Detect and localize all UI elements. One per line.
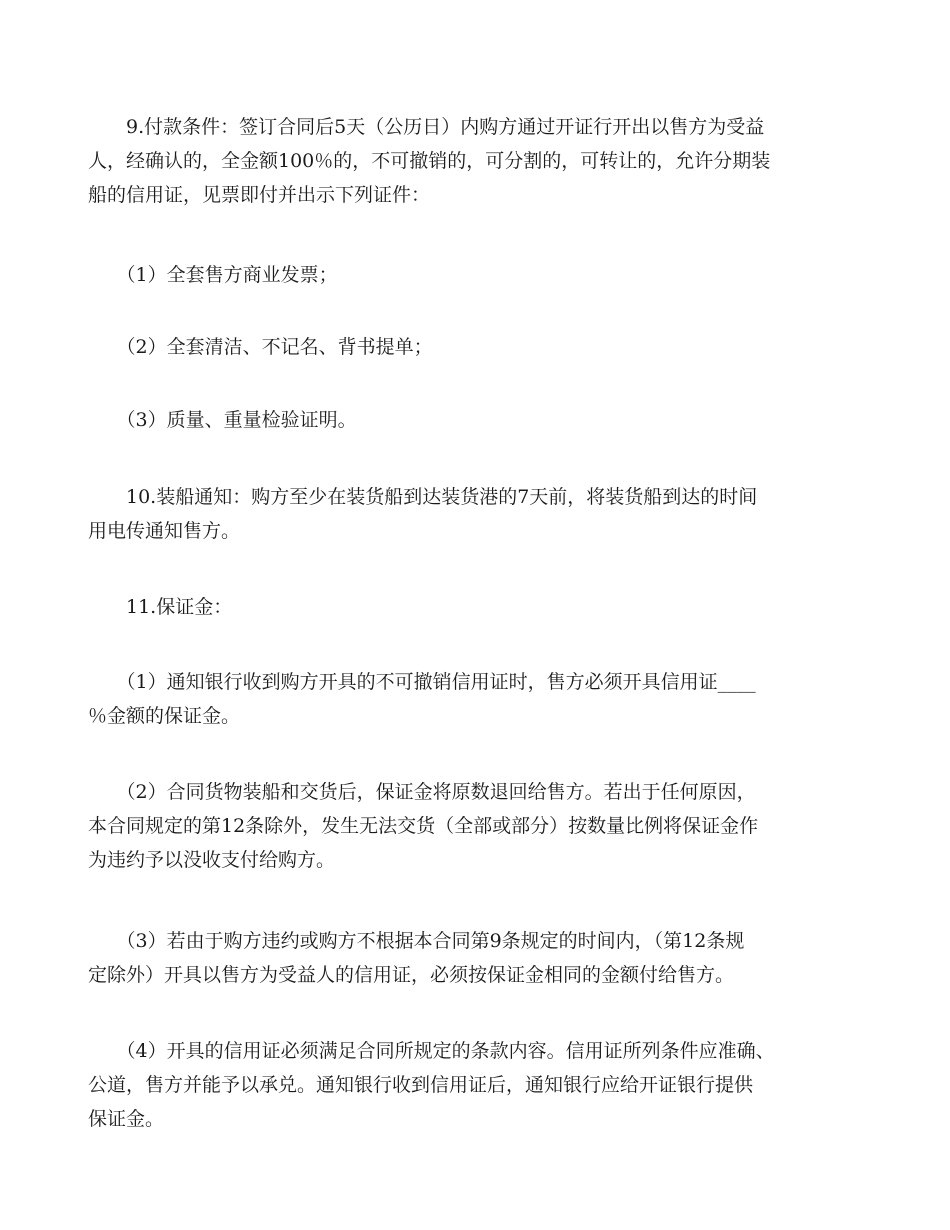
text-line: 用电传通知售方。 — [88, 520, 241, 542]
text-line: 船的信用证，见票即付并出示下列证件： — [88, 184, 431, 206]
text-line: 保证金。 — [88, 1108, 165, 1130]
clause-11-item-4 — [88, 1034, 868, 1136]
clause-9-item-1 — [88, 258, 868, 292]
text-line: （2）合同货物装船和交货后，保证金将原数退回给售方。若出于任何原因， — [88, 781, 756, 803]
clause-9-item-3 — [88, 403, 868, 437]
text-line: ％金额的保证金。 — [88, 705, 241, 727]
clause-11-item-2 — [88, 775, 868, 877]
text-line: 9.付款条件：签订合同后5天（公历日）内购方通过开证行开出以售方为受益 — [88, 116, 765, 138]
clause-11-item-1 — [88, 665, 868, 733]
text-line: 本合同规定的第12条除外，发生无法交货（全部或部分）按数量比例将保证金作 — [88, 815, 759, 837]
clause-11-deposit — [88, 590, 868, 624]
text-line: （1）通知银行收到购方开具的不可撤销信用证时，售方必须开具信用证____ — [88, 671, 756, 693]
clause-9-payment-terms — [88, 110, 868, 212]
text-line: 公道，售方并能予以承兑。通知银行收到信用证后，通知银行应给开证银行提供 — [88, 1074, 754, 1096]
text-line: 10.装船通知：购方至少在装货船到达装货港的7天前，将装货船到达的时间 — [88, 486, 758, 508]
text-line: 11.保证金： — [88, 596, 233, 618]
clause-9-item-2 — [88, 330, 868, 364]
text-line: （3）质量、重量检验证明。 — [88, 409, 357, 431]
text-line: 人，经确认的，全金额100％的，不可撤销的，可分割的，可转让的，允许分期装 — [88, 150, 771, 172]
clause-11-item-3 — [88, 924, 868, 992]
text-line: （2）全套清洁、不记名、背书提单； — [88, 336, 433, 358]
text-line: 为违约予以没收支付给购方。 — [88, 849, 336, 871]
text-line: （4）开具的信用证必须满足合同所规定的条款内容。信用证所列条件应准确、 — [88, 1040, 775, 1062]
text-line: （3）若由于购方违约或购方不根据本合同第9条规定的时间内，（第12条规 — [88, 930, 745, 952]
text-line: 定除外）开具以售方为受益人的信用证，必须按保证金相同的金额付给售方。 — [88, 964, 735, 986]
clause-10-shipping-notice — [88, 480, 868, 548]
text-line: （1）全套售方商业发票； — [88, 264, 338, 286]
